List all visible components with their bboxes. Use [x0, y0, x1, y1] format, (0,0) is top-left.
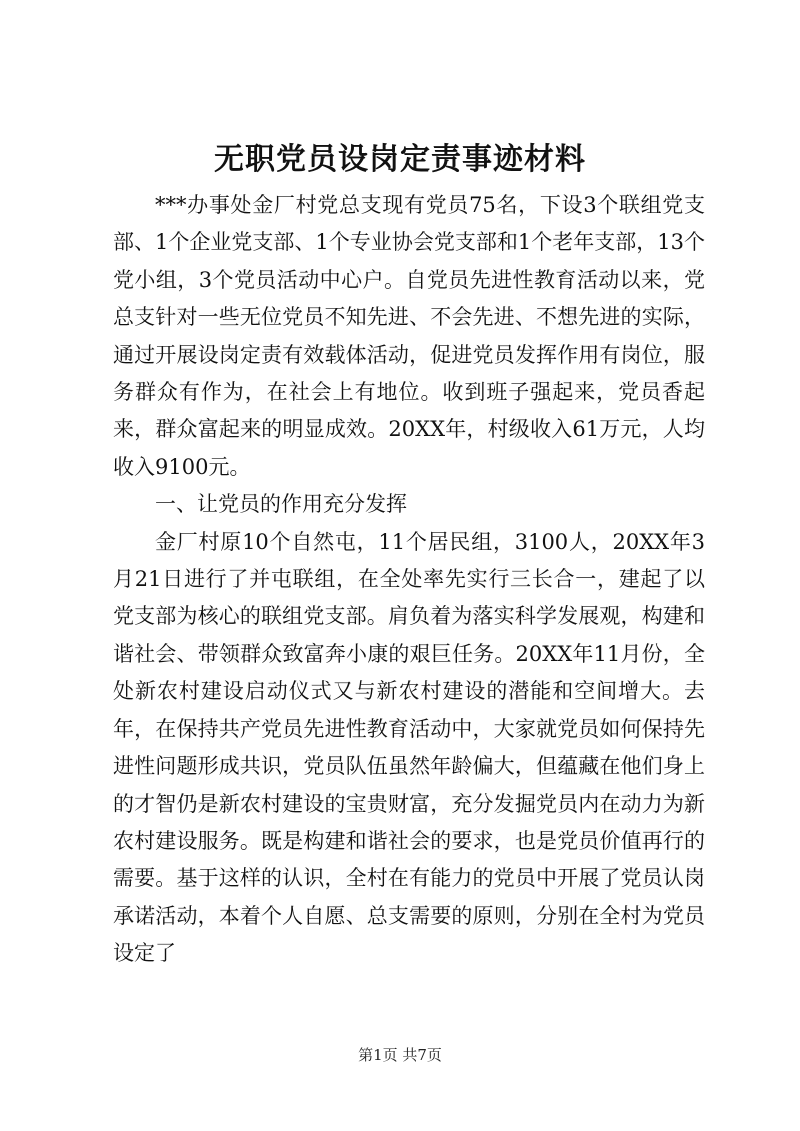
- paragraph-intro: ***办事处金厂村党总支现有党员75名，下设3个联组党支部、1个企业党支部、1个专业协会党支部和1个老年支部，13个党小组，3个党员活动中心户。自党员先进性教育活动以来，党总支针对一些无位党员不知先进、不会先进、不想先进的实际，通过开展设岗定责有效载体活动，促进党员发挥作用有岗位，服务群众有作为，在社会上有地位。收到班子强起来，党员香起来，群众富起来的明显成效。20XX年，村级收入61万元，人均收入9100元。: [113, 193, 705, 479]
- document-title: 无职党员设岗定责事迹材料: [214, 142, 586, 177]
- paragraph-section-1: 金厂村原10个自然屯，11个居民组，3100人，20XX年3月21日进行了并屯联组，在全处率先实行三长合一，建起了以党支部为核心的联组党支部。肩负着为落实科学发展观，构建和谐社会、带领群众致富奔小康的艰巨任务。20XX年11月份，全处新农村建设启动仪式又与新农村建设的潜能和空间增大。去年，在保持共产党员先进性教育活动中，大家就党员如何保持先进性问题形成共识，党员队伍虽然年龄偏大，但蕴藏在他们身上的才智仍是新农村建设的宝贵财富，充分发掘党员内在动力为新农村建设服务。既是构建和谐社会的要求，也是党员价值再行的需要。基于这样的认识，全村在有能力的党员中开展了党员认岗承诺活动，本着个人自愿、总支需要的原则，分别在全村为党员设定了: [113, 529, 705, 966]
- page-footer: 第1页 共7页: [358, 1046, 442, 1064]
- section-heading: 一、让党员的作用充分发挥: [155, 492, 407, 517]
- document-body: [113, 187, 705, 973]
